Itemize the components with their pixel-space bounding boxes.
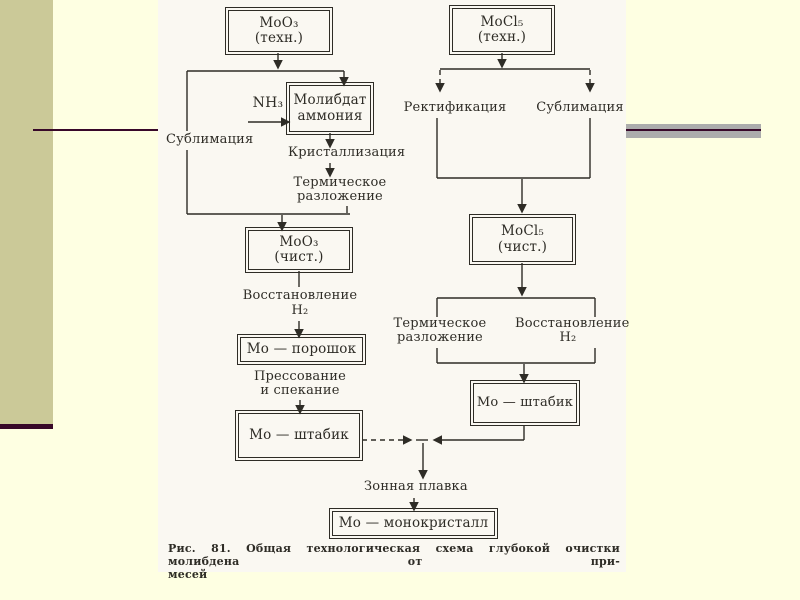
figure-caption	[168, 542, 620, 581]
label-sublimation-right: Сублимация	[536, 100, 624, 115]
label-pressing-line2: и спекание	[260, 383, 340, 398]
label-sublimation-left: Сублимация	[166, 132, 254, 147]
box-mocl5-pure-line2: (чист.)	[497, 238, 548, 255]
box-mocl5-pure-line1: MoCl₅	[500, 223, 544, 240]
box-mocl5-tech-line1: MoCl₅	[480, 13, 524, 30]
box-mo-monocrystal	[332, 511, 495, 536]
label-pressing-line1: Прессование	[253, 369, 347, 384]
label-reduction-left-line1: Восстановление	[242, 288, 358, 303]
box-mo-shtabik-right-line1: Мо — штабик	[476, 394, 574, 410]
label-rectification: Ректификация	[403, 100, 507, 115]
box-mocl5-tech-line2: (техн.)	[477, 29, 527, 45]
horizontal-rule-left	[33, 129, 160, 131]
figure-caption-line1: Рис. 81. Общая технологическая схема глубокой очистки молибдена от при-	[168, 542, 620, 568]
left-accent-bar	[0, 0, 53, 424]
box-moo3-tech-line2: (техн.)	[254, 30, 304, 46]
label-thermal-left-line2: разложение	[297, 189, 383, 204]
box-mo-shtabik-left	[238, 413, 360, 458]
box-moo3-pure	[248, 230, 350, 270]
box-mo-shtabik-right	[473, 383, 577, 423]
figure-scan	[158, 0, 630, 581]
label-nh3: NH₃	[252, 95, 284, 111]
label-reduction-left-line2: H₂	[291, 303, 309, 318]
label-crystallization: Кристаллизация	[288, 145, 406, 160]
box-mocl5-pure	[472, 217, 573, 262]
box-moo3-tech	[228, 10, 330, 52]
box-moo3-pure-line2: (чист.)	[274, 249, 324, 265]
figure-caption-line2: месей	[168, 568, 208, 581]
box-mo-powder	[240, 337, 363, 362]
label-thermal-right-line1: Термическое	[393, 316, 487, 331]
box-mo-powder-line1: Мо — порошок	[246, 340, 357, 357]
left-accent-bar-cap	[0, 424, 53, 429]
label-reduction-right-line1: Восстановление	[515, 316, 630, 331]
horizontal-rule-right-line	[625, 129, 761, 131]
box-ammonium-molybdate-line1: Молибдат	[293, 92, 367, 109]
box-moo3-tech-line1: MoO₃	[259, 14, 299, 31]
box-moo3-pure-line1: MoO₃	[279, 233, 319, 250]
box-mo-shtabik-left-line1: Мо — штабик	[249, 426, 349, 443]
label-thermal-right-line2: разложение	[397, 330, 483, 345]
box-ammonium-molybdate-line2: аммония	[297, 107, 363, 124]
horizontal-rule-right	[625, 124, 761, 138]
label-thermal-left-line1: Термическое	[293, 175, 387, 190]
box-mo-monocrystal-line1: Мо — монокристалл	[338, 514, 489, 531]
label-zone-melting: Зонная плавка	[364, 479, 468, 494]
label-reduction-right-line2: H₂	[559, 330, 577, 345]
box-mocl5-tech	[452, 8, 552, 52]
box-ammonium-molybdate	[289, 85, 371, 132]
